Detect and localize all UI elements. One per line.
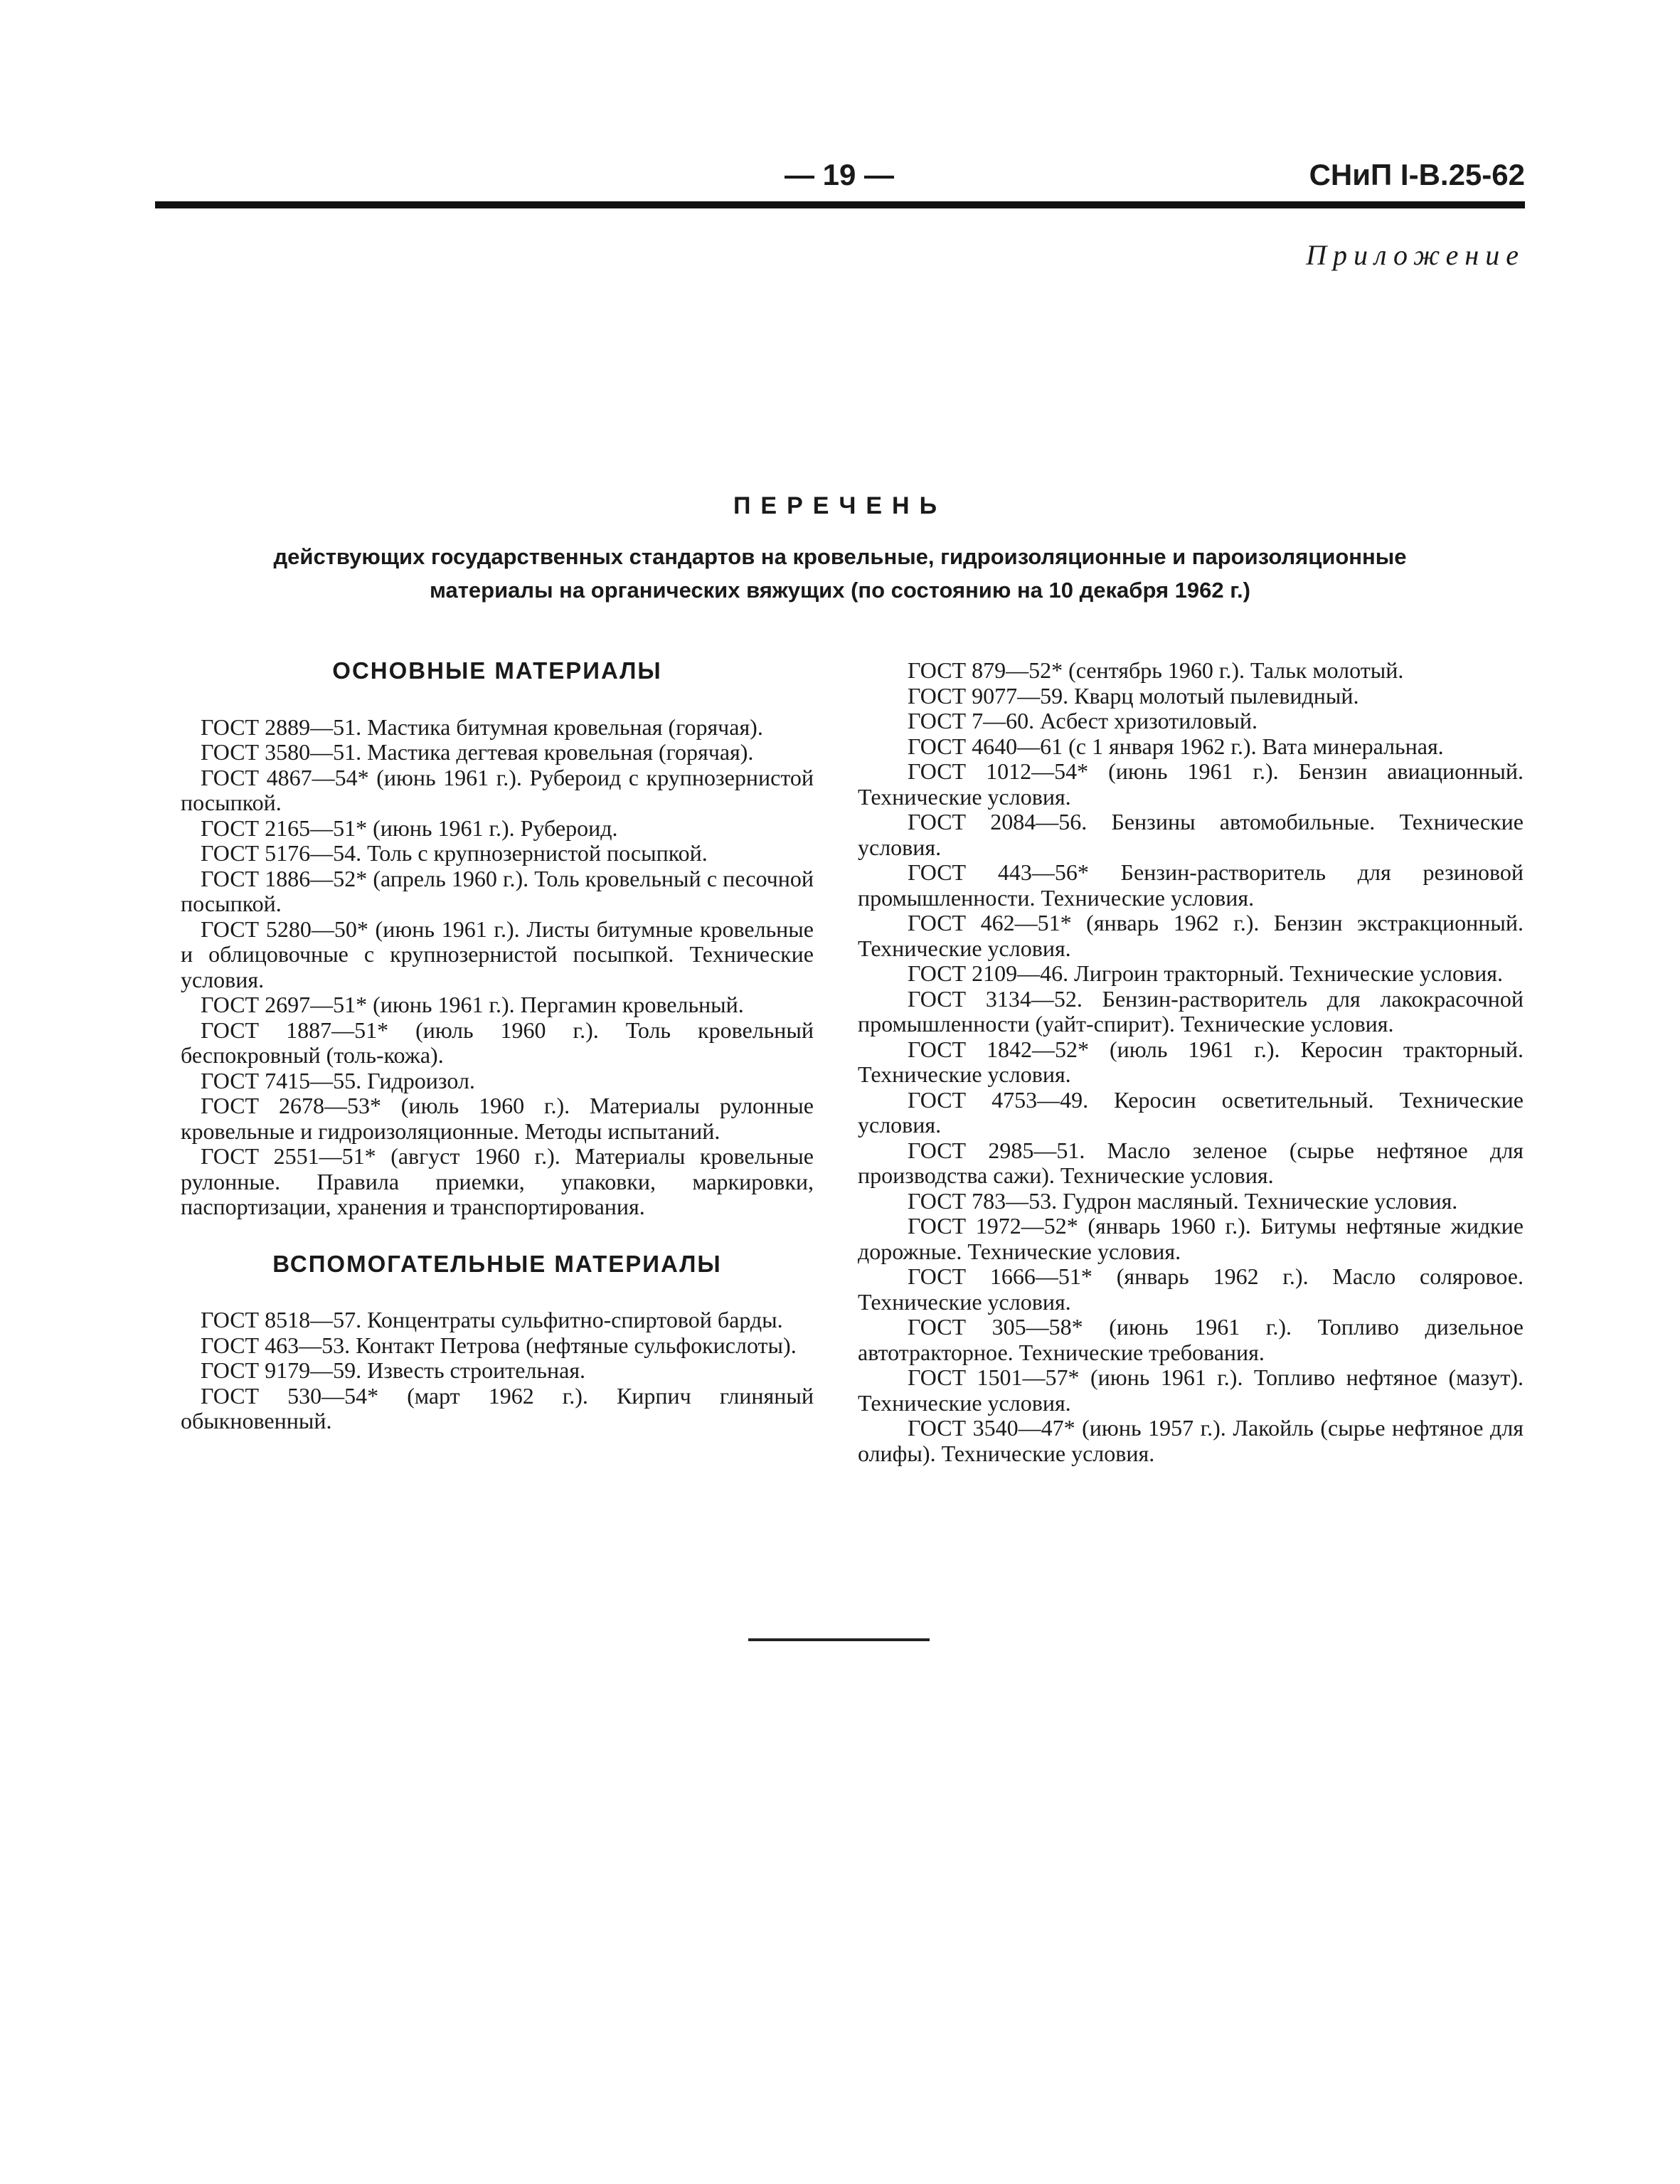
standard-entry: ГОСТ 7—60. Асбест хризотиловый. (908, 708, 1258, 733)
standard-entry: ГОСТ 5176—54. Толь с крупнозернистой посыпкой. (201, 840, 708, 866)
header-rule (155, 201, 1525, 208)
standard-entry: ГОСТ 783—53. Гудрон масляный. Технические условия. (908, 1187, 1458, 1214)
standard-entry: ГОСТ 3540—47* (июнь 1957 г.). Лакойль (сырье нефтяное для олифы). Технические условия. (858, 1415, 1524, 1466)
section-heading-main-materials: ОСНОВНЫЕ МАТЕРИАЛЫ (332, 657, 662, 684)
section-heading-auxiliary-materials: ВСПОМОГАТЕЛЬНЫЕ МАТЕРИАЛЫ (272, 1250, 722, 1277)
standard-entry: ГОСТ 305—58* (июнь 1961 г.). Топливо дизельное автотракторное. Технические требования. (858, 1314, 1524, 1365)
standard-entry: ГОСТ 7415—55. Гидроизол. (201, 1067, 475, 1093)
standard-entry: ГОСТ 1887—51* (июль 1960 г.). Толь кровельный беспокровный (толь-кожа). (181, 1017, 814, 1068)
document-title: ПЕРЕЧЕНЬ (733, 492, 947, 519)
standard-entry: ГОСТ 2678—53* (июль 1960 г.). Материалы рулонные кровельные и гидроизоляционные. Методы испытаний. (181, 1093, 814, 1144)
standard-entry: ГОСТ 2084—56. Бензины автомобильные. Технические условия. (858, 809, 1524, 860)
standard-entry: ГОСТ 443—56* Бензин-растворитель для резиновой промышленности. Технические условия. (858, 859, 1524, 911)
standard-entry: ГОСТ 9179—59. Известь строительная. (201, 1357, 586, 1383)
appendix-label: Приложение (1306, 239, 1525, 271)
standard-entry: ГОСТ 1842—52* (июль 1961 г.). Керосин тракторный. Технические условия. (858, 1036, 1524, 1087)
standard-entry: ГОСТ 9077—59. Кварц молотый пылевидный. (908, 682, 1359, 709)
standard-entry: ГОСТ 462—51* (январь 1962 г.). Бензин экстракционный. Технические условия. (858, 910, 1524, 961)
left-column (181, 658, 814, 1434)
end-rule (748, 1638, 930, 1641)
standard-entry: ГОСТ 4867—54* (июнь 1961 г.). Рубероид с крупнозернистой посыпкой. (181, 764, 814, 815)
standard-entry: ГОСТ 4640—61 (с 1 января 1962 г.). Вата минеральная. (908, 733, 1444, 759)
document-subtitle-line-2: материалы на органических вяжущих (по состоянию на 10 декабря 1962 г.) (429, 578, 1250, 603)
standard-entry: ГОСТ 8518—57. Концентраты сульфитно-спиртовой барды. (201, 1307, 783, 1332)
standard-entry: ГОСТ 3134—52. Бензин-растворитель для лакокрасочной промышленности (уайт-спирит). Технические условия. (858, 985, 1524, 1037)
standard-entry: ГОСТ 1501—57* (июнь 1961 г.). Топливо нефтяное (мазут). Технические условия. (858, 1364, 1524, 1416)
standard-entry: ГОСТ 2889—51. Мастика битумная кровельная (горячая). (201, 714, 763, 740)
standard-entry: ГОСТ 2697—51* (июнь 1961 г.). Пергамин кровельный. (201, 992, 744, 1017)
standard-entry: ГОСТ 463—53. Контакт Петрова (нефтяные сульфокислоты). (201, 1332, 797, 1358)
standard-entry: ГОСТ 5280—50* (июнь 1961 г.). Листы битумные кровельные и облицовочные с крупнозернистой посыпкой. Технические условия. (181, 916, 814, 992)
standard-entry: ГОСТ 2985—51. Масло зеленое (сырье нефтяное для производства сажи). Технические условия. (858, 1137, 1524, 1188)
standard-entry: ГОСТ 530—54* (март 1962 г.). Кирпич глиняный обыкновенный. (181, 1382, 814, 1433)
standard-entry: ГОСТ 2165—51* (июнь 1961 г.). Рубероид. (201, 815, 618, 841)
standard-entry: ГОСТ 2551—51* (август 1960 г.). Материалы кровельные рулонные. Правила приемки, упаковки, маркировки, паспортизации, хранения и транспортирования. (181, 1143, 814, 1219)
document-subtitle-line-1: действующих государственных стандартов на кровельные, гидроизоляционные и пароизоляционные (273, 544, 1407, 569)
standard-entry: ГОСТ 1972—52* (январь 1960 г.). Битумы нефтяные жидкие дорожные. Технические условия. (858, 1213, 1524, 1264)
standard-entry: ГОСТ 2109—46. Лигроин тракторный. Технические условия. (908, 960, 1503, 986)
standard-entry: ГОСТ 3580—51. Мастика дегтевая кровельная (горячая). (201, 739, 754, 765)
standard-entry: ГОСТ 1012—54* (июнь 1961 г.). Бензин авиационный. Технические условия. (858, 758, 1524, 810)
document-code: СНиП I-В.25-62 (1309, 158, 1525, 191)
standard-entry: ГОСТ 879—52* (сентябрь 1960 г.). Тальк молотый. (908, 657, 1404, 683)
standard-entry: ГОСТ 1666—51* (январь 1962 г.). Масло соляровое. Технические условия. (858, 1263, 1524, 1315)
right-column (858, 658, 1524, 1466)
standard-entry: ГОСТ 1886—52* (апрель 1960 г.). Толь кровельный с песочной посыпкой. (181, 865, 814, 916)
standard-entry: ГОСТ 4753—49. Керосин осветительный. Технические условия. (858, 1086, 1524, 1138)
page-number: — 19 — (784, 158, 895, 191)
